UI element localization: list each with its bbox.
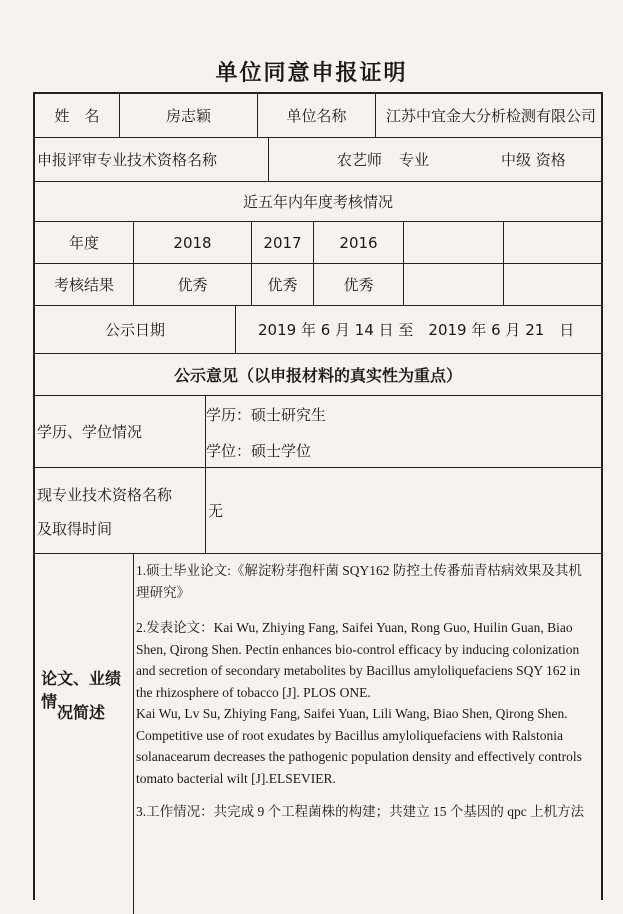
qualification-major: 专业 xyxy=(399,151,430,169)
result-row xyxy=(35,264,601,306)
achievements-label-2: 况简述 xyxy=(57,703,106,722)
current-title-label-2: 及取得时间 xyxy=(37,520,113,538)
paper-line: 2.发表论文：Kai Wu, Zhiying Fang, Saifei Yuan, Rong Guo, Huilin Guan, Biao xyxy=(136,620,573,635)
publicity-date-label: 公示日期 xyxy=(104,321,165,339)
qualification-profession: 农艺师 xyxy=(337,151,383,169)
achievements-row xyxy=(35,554,601,914)
education-degree: 学历：硕士研究生 xyxy=(206,406,327,424)
qualification-label: 申报评审专业技术资格名称 xyxy=(37,151,218,169)
applicant-row xyxy=(35,94,601,138)
assessment-title-row xyxy=(35,182,601,222)
current-title-label-1: 现专业技术资格名称 xyxy=(37,486,173,504)
paper-line: Competitive use of root exudates by Bacillus amyloliquefaciens with Ralstonia xyxy=(136,727,564,743)
name-label: 姓 名 xyxy=(54,107,100,125)
page-title: 单位同意申报证明 xyxy=(215,61,408,86)
assessment-title: 近五年内年度考核情况 xyxy=(242,193,393,211)
year-label: 年度 xyxy=(68,234,99,252)
current-title-row xyxy=(35,468,601,554)
year-cell: 2018 xyxy=(133,222,251,263)
name-value: 房志颖 xyxy=(119,94,257,137)
year-row xyxy=(35,222,601,264)
result-cell: 优秀 xyxy=(251,264,313,305)
year-cell xyxy=(503,222,601,263)
qualification-row xyxy=(35,138,601,182)
opinion-title-row xyxy=(35,354,601,396)
paper-line: Shen, Qirong Shen. Pectin enhances bio-control efficacy by inducing colonization xyxy=(136,641,580,657)
paper-line: solanacearum decreases the pathogenic population density and effectively controls xyxy=(136,749,582,764)
publicity-date-range: 2019 年 6 月 14 日 至 2019 年 6 月 21 日 xyxy=(235,306,601,353)
unit-value: 江苏中宜金大分析检测有限公司 xyxy=(375,94,601,137)
thesis-line: 理研究》 xyxy=(136,584,190,600)
paper-line: and secretion of secondary metabolites by Bacillus amyloliquefaciens SQY 162 in xyxy=(136,663,581,678)
result-cell xyxy=(503,264,601,305)
result-cell: 优秀 xyxy=(133,264,251,305)
paper-line: Kai Wu, Lv Su, Zhiying Fang, Saifei Yuan, Lili Wang, Biao Shen, Qirong Shen. xyxy=(136,706,568,721)
result-label: 考核结果 xyxy=(53,276,114,294)
work-line: 3.工作情况：共完成 9 个工程菌株的构建；共建立 15 个基因的 qpc 上机方法 xyxy=(136,804,585,819)
education-row xyxy=(35,396,601,468)
result-cell xyxy=(403,264,503,305)
year-cell: 2017 xyxy=(251,222,313,263)
achievements-label-1: 论文、业绩情 xyxy=(41,669,122,711)
education-label: 学历、学位情况 xyxy=(37,423,143,441)
current-title-value: 无 xyxy=(205,468,601,553)
opinion-title: 公示意见（以申报材料的真实性为重点） xyxy=(173,366,462,385)
thesis-line: 1.硕士毕业论文:《解淀粉芽孢杆菌 SQY162 防控土传番茄青枯病效果及其机 xyxy=(136,563,582,578)
education-title: 学位：硕士学位 xyxy=(206,442,312,460)
year-cell: 2016 xyxy=(313,222,403,263)
paper-line: the rhizosphere of tobacco [J]. PLOS ONE. xyxy=(136,684,371,700)
unit-label: 单位名称 xyxy=(257,94,375,137)
year-cell xyxy=(403,222,503,263)
publicity-date-row xyxy=(35,306,601,354)
result-cell: 优秀 xyxy=(313,264,403,305)
paper-line: tomato bacterial wilt [J].ELSEVIER. xyxy=(136,770,336,786)
qualification-level: 中级 资格 xyxy=(501,151,566,169)
certificate-table xyxy=(33,92,603,900)
